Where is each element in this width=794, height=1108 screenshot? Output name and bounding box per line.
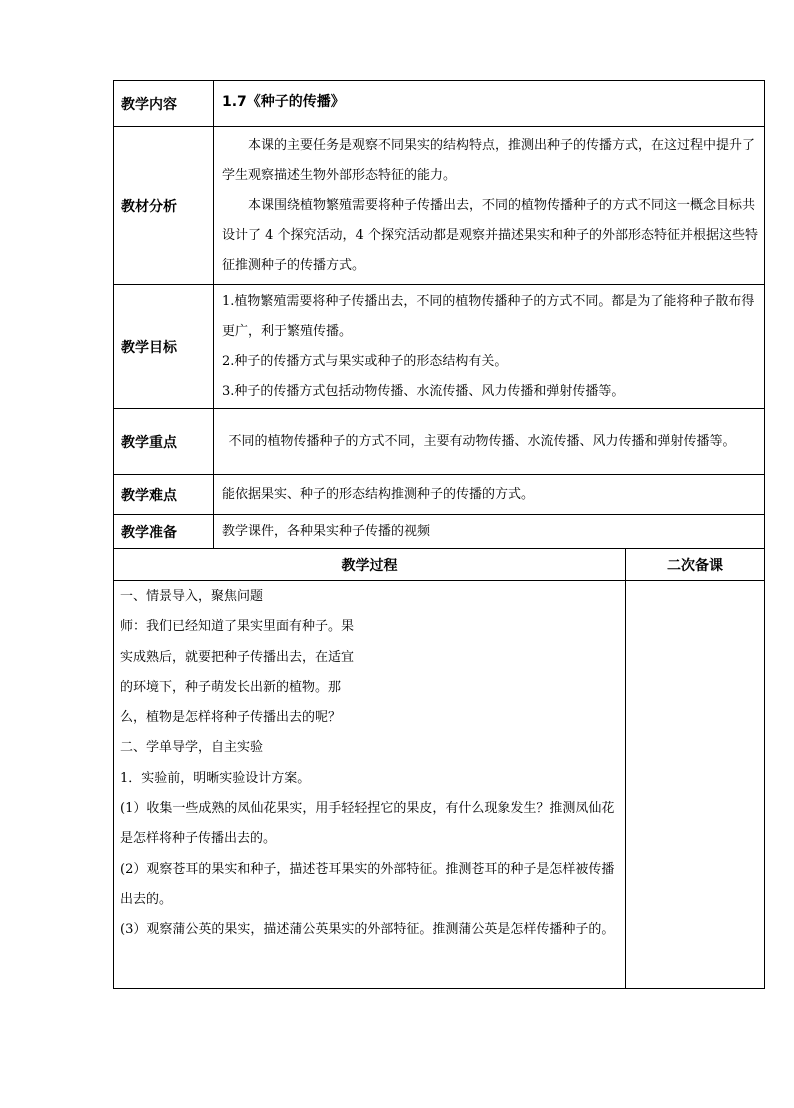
label-goals: 教学目标	[114, 285, 214, 409]
process-body	[114, 581, 626, 989]
process-paragraph: (3）观察蒲公英的果实，描述蒲公英果实的外部特征。推测蒲公英是怎样传播种子的。	[120, 922, 615, 938]
label-preparation: 教学准备	[114, 515, 214, 549]
process-line: 一、情景导入，聚焦问题	[120, 589, 264, 604]
row-goals	[114, 285, 765, 409]
process-line: 师：我们已经知道了果实里面有种子。果	[120, 619, 355, 635]
lesson-title: 1.7《种子的传播》	[222, 94, 345, 110]
analysis-paragraph: 本课的主要任务是观察不同果实的结构特点，推测出种子的传播方式，在这过程中提升了学生观察描述生物外部形态特征的能力。	[222, 137, 756, 183]
process-line: 的环境下，种子萌发长出新的植物。那	[120, 679, 342, 695]
lesson-plan-table	[113, 80, 765, 989]
second-prep-header: 二次备课	[626, 549, 765, 581]
difficulties-text: 能依据果实、种子的形态结构推测种子的传播的方式。	[214, 475, 765, 515]
process-paragraph: (1）收集一些成熟的凤仙花果实，用手轻轻捏它的果皮，有什么现象发生？推测凤仙花是怎样将种子传播出去的。	[120, 801, 615, 847]
process-intro	[120, 582, 412, 733]
row-process-body	[114, 581, 765, 989]
label-content: 教学内容	[114, 81, 214, 127]
process-line: 实成熟后，就要把种子传播出去，在适宜	[120, 649, 355, 665]
second-prep-cell	[626, 581, 765, 989]
goal-item: 3.种子的传播方式包括动物传播、水流传播、风力传播和弹射传播等。	[222, 383, 625, 399]
row-analysis	[114, 127, 765, 285]
goal-item: 1.植物繁殖需要将种子传播出去，不同的植物传播种子的方式不同。都是为了能将种子散布得更广，利于繁殖传播。	[222, 293, 755, 339]
row-key-points	[114, 409, 765, 475]
row-preparation	[114, 515, 765, 549]
row-process-header	[114, 549, 765, 581]
process-paragraph: (2）观察苍耳的果实和种子，描述苍耳果实的外部特征。推测苍耳的种子是怎样被传播出去的。	[120, 861, 615, 907]
process-header: 教学过程	[114, 549, 626, 581]
process-line: 1．实验前，明晰实验设计方案。	[120, 770, 311, 786]
row-content	[114, 81, 765, 127]
label-analysis: 教材分析	[114, 127, 214, 285]
goal-item: 2.种子的传播方式与果实或种子的形态结构有关。	[222, 353, 508, 369]
analysis-paragraph: 本课围绕植物繁殖需要将种子传播出去，不同的植物传播种子的方式不同这一概念目标共设计了 4 个探究活动，4 个探究活动都是观察并描述果实和种子的外部形态特征并根据这些特征推测种子的传播方式。	[222, 197, 758, 273]
label-key-points: 教学重点	[114, 409, 214, 475]
preparation-text: 教学课件，各种果实种子传播的视频	[214, 515, 765, 549]
row-difficulties	[114, 475, 765, 515]
key-points-text: 不同的植物传播种子的方式不同，主要有动物传播、水流传播、风力传播和弹射传播等。	[228, 433, 736, 449]
process-line: 么，植物是怎样将种子传播出去的呢？	[120, 710, 342, 726]
process-line: 二、学单导学，自主实验	[120, 740, 264, 756]
label-difficulties: 教学难点	[114, 475, 214, 515]
